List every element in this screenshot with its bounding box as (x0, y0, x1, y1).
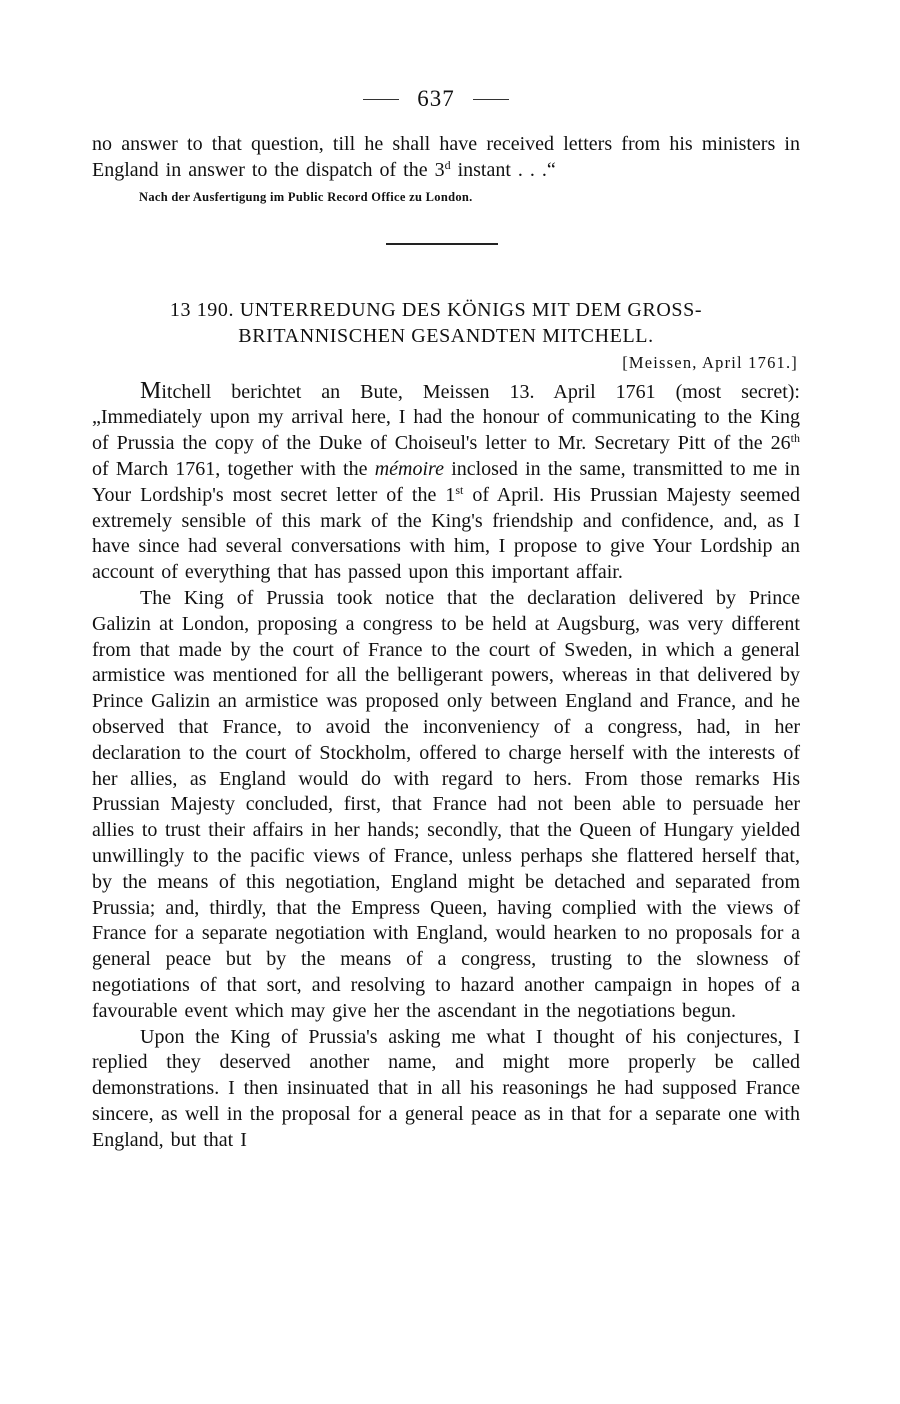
paragraph-2: The King of Prussia took notice that the declaration delivered by Prince Galizin at London, proposing a congress to be held at Augsburg, was very different from that made by the court of France to the court of Sweden, in which a general armistice was mentioned for all the belligerant powers, whereas in that delivered by Prince Galizin an armistice was proposed only between England and France, and he observed that France, to avoid the inconveniency of a congress, had, in her declaration to the court of Stockholm, offered to charge herself with the interests of her allies, as England would do with regard to hers. From those remarks His Prussian Majesty concluded, first, that France had not been able to persuade her allies to trust their affairs in her hands; secondly, that the Queen of Hungary yielded unwillingly to the pacific views of France, unless perhaps she flattered herself that, by the means of this negotiation, England might be detached and separated from Prussia; and, thirdly, that the Empress Queen, having complied with the views of France for a separate negotiation with England, would hearken to no proposals for a general peace but by the means of a congress, trusting to the slowness of negotiations of that sort, and resolving to hazard another campaign in hopes of a favourable event which may give her the ascendant in the negotiations begun. (92, 586, 800, 1022)
section-heading-line-1: 13 190. UNTERREDUNG DES KÖNIGS MIT DEM GROSS- (169, 298, 703, 321)
superscript: st (455, 482, 464, 497)
section-divider (386, 243, 498, 245)
paragraph-1-text-c: inclosed in the same, transmitted to me in Your Lordship's most secret letter of the 1 (92, 457, 801, 506)
paragraph-1-text-b: of March 1761, together with the (92, 457, 375, 480)
page-number: 637 (417, 86, 455, 111)
paragraph-1-text-a: itchell berichtet an Bute, Meissen 13. April 1761 (most secret): „Immediately upon my arrival here, I had the honour of communicating to the King of Prussia the copy of the Duke of Choiseul's letter to Mr. Secretary Pitt of the 26 (92, 380, 800, 455)
superscript: th (790, 431, 800, 446)
carryover-text-end: instant . . .“ (450, 158, 556, 181)
carryover-text: no answer to that question, till he shall have received letters from his ministers in England in answer to the dispatch of the 3 (92, 133, 800, 181)
page-header (72, 84, 800, 114)
section-heading-line-2: BRITANNISCHEN GESANDTEN MITCHELL. (238, 324, 654, 347)
section-date: [Meissen, April 1761.] (622, 352, 798, 372)
document-page (92, 84, 800, 1154)
carryover-paragraph (92, 132, 800, 184)
italic-word: mémoire (374, 457, 444, 480)
source-note: Nach der Ausfertigung im Public Record Office zu London. (139, 189, 473, 204)
page-number-dash-left (363, 99, 399, 100)
section-heading (92, 297, 800, 349)
page-number-dash-right (473, 99, 509, 100)
paragraph-3: Upon the King of Prussia's asking me what I thought of his conjectures, I replied they deserved another name, and might more properly be called demonstrations. I then insinuated that in all his reasonings he had supposed France sincere, as well in the proposal for a general peace as in that for a separate one with England, but that I (92, 1025, 800, 1151)
paragraph-initial: M (140, 377, 162, 404)
paragraph-1-text-d: of April. His Prussian Majesty seemed extremely sensible of this mark of the King's friendship and confidence, and, as I have since had several conversations with him, I propose to give Your Lordship an account of everything that has passed upon this important affair. (92, 483, 800, 584)
paragraph-1 (92, 379, 800, 586)
section-body (92, 379, 800, 1154)
superscript: d (444, 157, 451, 172)
